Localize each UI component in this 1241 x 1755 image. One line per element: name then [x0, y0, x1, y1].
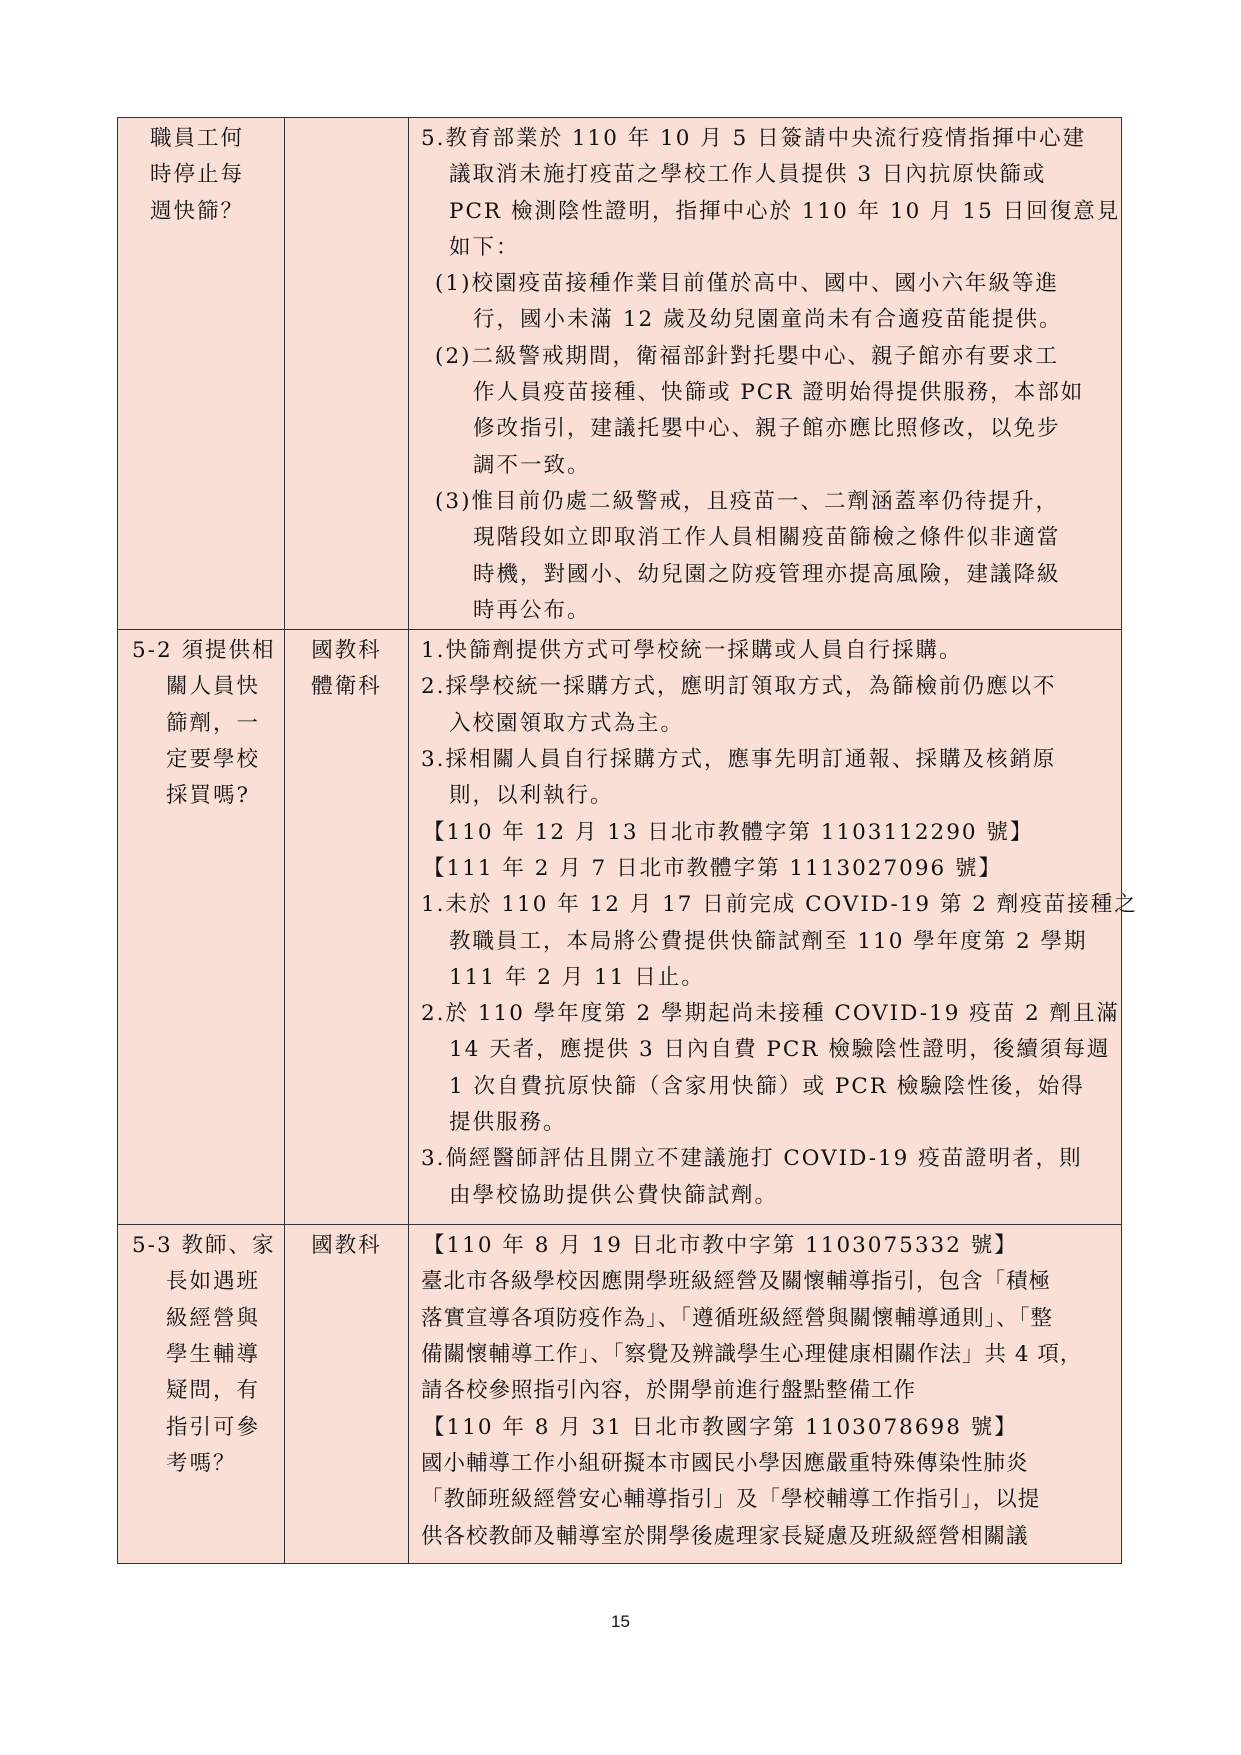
answer-line: (1)校園疫苗接種作業目前僅於高中、國中、國小六年級等進 [435, 271, 1059, 297]
answer-line: 14 天者，應提供 3 日內自費 PCR 檢驗陰性證明，後續須每週 [449, 1037, 1111, 1063]
question-line: 級經營與 [166, 1305, 261, 1331]
answer-line: 議取消未施打疫苗之學校工作人員提供 3 日內抗原快篩或 [449, 162, 1047, 188]
answer-line: 請各校參照指引內容，於開學前進行盤點整備工作 [421, 1378, 917, 1404]
answer-line: 1.未於 110 年 12 月 17 日前完成 COVID-19 第 2 劑疫苗接種之 [421, 892, 1138, 918]
reference-line: 【110 年 8 月 19 日北市教中字第 1103075332 號】 [423, 1233, 1018, 1259]
table-row [118, 118, 1122, 630]
unit-cell [285, 118, 409, 630]
question-line: 定要學校 [166, 747, 261, 773]
answer-line: 供各校教師及輔導室於開學後處理家長疑慮及班級經營相關議 [421, 1523, 1029, 1549]
answer-line: 備關懷輔導工作」、「察覺及辨識學生心理健康相關作法」共 4 項， [421, 1342, 1083, 1368]
reference-line: 【110 年 12 月 13 日北市教體字第 1103112290 號】 [423, 819, 1034, 845]
question-line: 指引可參 [166, 1414, 261, 1440]
question-cell [118, 1225, 285, 1564]
answer-line: (3)惟目前仍處二級警戒，且疫苗一、二劑涵蓋率仍待提升， [435, 488, 1059, 514]
answer-line: 時機，對國小、幼兒園之防疫管理亦提高風險，建議降級 [473, 561, 1061, 587]
reference-line: 【110 年 8 月 31 日北市教國字第 1103078698 號】 [423, 1414, 1018, 1440]
answer-line: 如下： [449, 234, 520, 260]
question-line: 5-2 須提供相 [132, 638, 276, 664]
question-cell [118, 118, 285, 630]
question-line: 5-3 教師、家 [132, 1233, 276, 1259]
answer-line: 提供服務。 [449, 1110, 567, 1136]
question-line: 關人員快 [166, 674, 261, 700]
question-line: 長如遇班 [166, 1269, 261, 1295]
question-line: 學生輔導 [166, 1342, 261, 1368]
answer-line: 教職員工，本局將公費提供快篩試劑至 110 學年度第 2 學期 [449, 928, 1088, 954]
answer-cell [409, 630, 1138, 1225]
answer-line: 則，以利執行。 [449, 783, 614, 809]
unit-cell [285, 1225, 409, 1564]
answer-line: 由學校協助提供公費快篩試劑。 [449, 1182, 779, 1208]
answer-line: 時再公布。 [473, 597, 591, 623]
answer-line: 行，國小未滿 12 歲及幼兒園童尚未有合適疫苗能提供。 [473, 307, 1063, 333]
answer-line: 3.採相關人員自行採購方式，應事先明訂通報、採購及核銷原 [421, 747, 1057, 773]
faq-table [117, 117, 1138, 1564]
question-line: 考嗎？ [166, 1450, 237, 1476]
question-line: 疑問，有 [166, 1378, 261, 1404]
question-cell [118, 630, 285, 1225]
answer-line: 2.於 110 學年度第 2 學期起尚未接種 COVID-19 疫苗 2 劑且滿 [421, 1001, 1121, 1027]
answer-line: 3.倘經醫師評估且開立不建議施打 COVID-19 疫苗證明者，則 [421, 1146, 1083, 1172]
question-line: 篩劑，一 [166, 710, 261, 736]
answer-line: 臺北市各級學校因應開學班級經營及關懷輔導指引，包含「積極 [421, 1269, 1052, 1295]
unit-cell [285, 630, 409, 1225]
question-line: 採買嗎? [166, 783, 251, 809]
question-line: 週快篩？ [150, 198, 245, 224]
answer-line: 落實宣導各項防疫作為」、「遵循班級經營與關懷輔導通則」、「整 [421, 1305, 1054, 1331]
answer-line: 作人員疫苗接種、快篩或 PCR 證明始得提供服務，本部如 [473, 380, 1085, 406]
question-line: 職員工何 [150, 126, 245, 151]
unit-line: 體衛科 [311, 674, 382, 700]
unit-line: 國教科 [311, 1233, 382, 1259]
page-number: 15 [611, 1612, 630, 1631]
answer-line: PCR 檢測陰性證明，指揮中心於 110 年 10 月 15 日回復意見 [449, 198, 1121, 224]
answer-line: 1.快篩劑提供方式可學校統一採購或人員自行採購。 [421, 638, 963, 664]
answer-line: 111 年 2 月 11 日止。 [449, 964, 705, 990]
question-line: 時停止每 [150, 162, 245, 188]
answer-line: 修改指引，建議托嬰中心、親子館亦應比照修改，以免步 [473, 416, 1061, 442]
unit-line: 國教科 [311, 638, 382, 664]
answer-line: 1 次自費抗原快篩（含家用快篩）或 PCR 檢驗陰性後，始得 [449, 1073, 1085, 1099]
answer-line: 5.教育部業於 110 年 10 月 5 日簽請中央流行疫情指揮中心建 [421, 126, 1087, 151]
answer-line: 2.採學校統一採購方式，應明訂領取方式，為篩檢前仍應以不 [421, 674, 1057, 700]
answer-line: 調不一致。 [473, 452, 591, 478]
answer-line: 入校園領取方式為主。 [449, 710, 685, 736]
answer-line: 「教師班級經營安心輔導指引」及「學校輔導工作指引」，以提 [421, 1487, 1041, 1513]
answer-cell [409, 118, 1122, 630]
answer-line: 現階段如立即取消工作人員相關疫苗篩檢之條件似非適當 [473, 525, 1061, 551]
table-row [118, 630, 1122, 1225]
answer-line: (2)二級警戒期間，衛福部針對托嬰中心、親子館亦有要求工 [435, 343, 1059, 369]
answer-cell [409, 1225, 1122, 1564]
reference-line: 【111 年 2 月 7 日北市教體字第 1113027096 號】 [423, 855, 1003, 881]
answer-line: 國小輔導工作小組研擬本市國民小學因應嚴重特殊傳染性肺炎 [421, 1450, 1029, 1476]
table-row [118, 1225, 1122, 1564]
